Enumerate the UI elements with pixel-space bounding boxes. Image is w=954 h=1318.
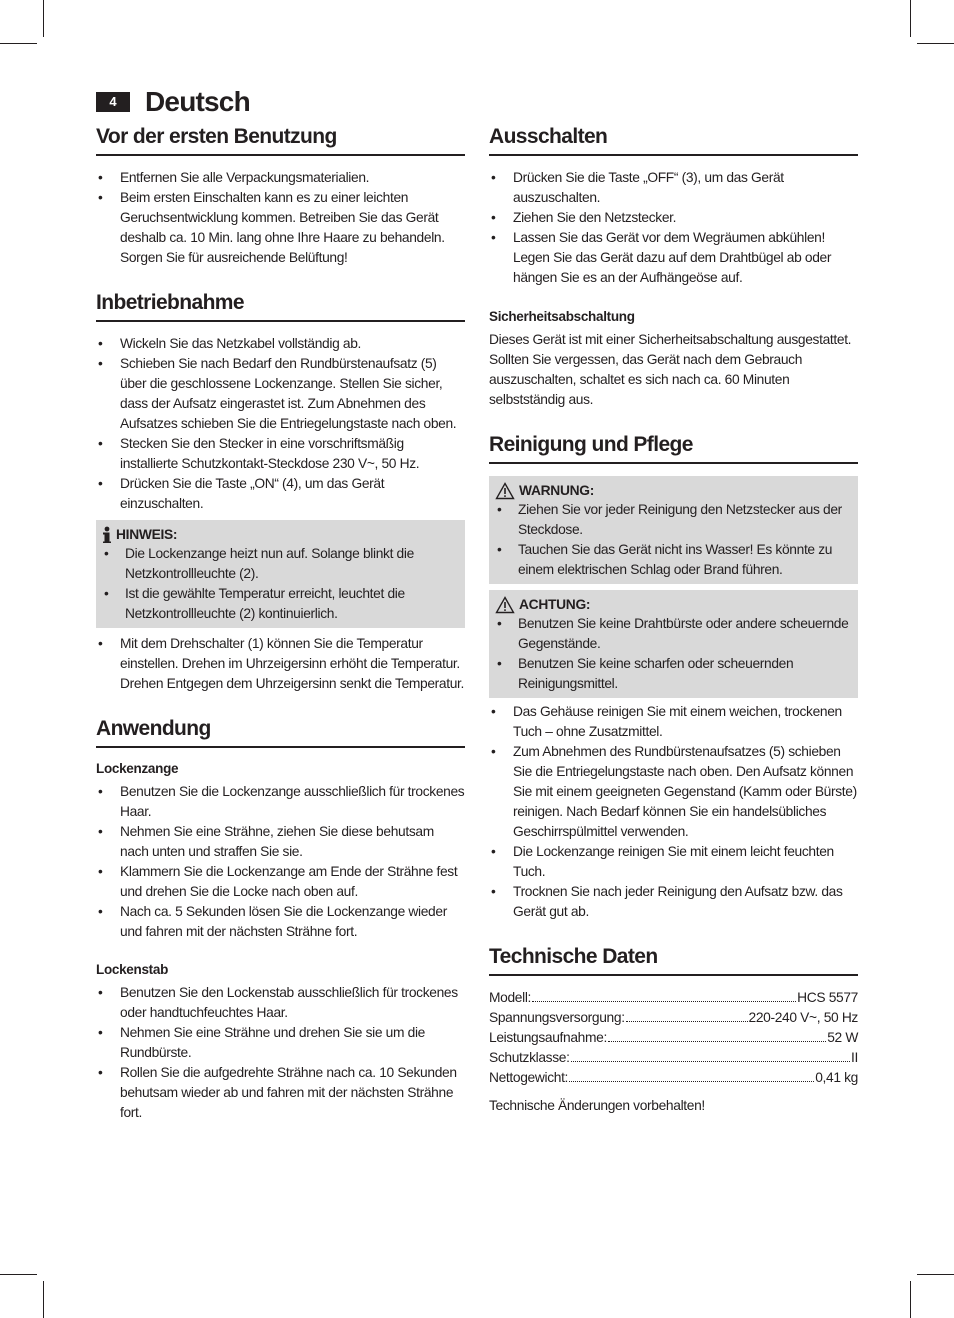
crop-mark	[910, 1281, 911, 1318]
warnung-title-row	[495, 482, 852, 500]
list-item: • Nehmen Sie eine Strähne und drehen Sie sie um die Rundbürste.	[96, 1023, 465, 1063]
spec-label: Spannungsversorgung:	[489, 1010, 625, 1025]
achtung-title: ACHTUNG:	[519, 597, 591, 612]
section-heading: Anwendung	[96, 716, 465, 748]
list-item: • Nach ca. 5 Sekunden lösen Sie die Lockenzange wieder und fahren mit der nächsten Strähne fort.	[96, 902, 465, 942]
spec-row	[489, 1008, 858, 1028]
list-item: • Rollen Sie die aufgedrehte Strähne nach ca. 10 Sekunden behutsam wieder ab und fahren mit der nächsten Strähne fort.	[96, 1063, 465, 1123]
crop-mark	[910, 0, 911, 37]
spec-label: Schutzklasse:	[489, 1050, 570, 1065]
bullet-list	[96, 634, 465, 694]
warnung-title: WARNUNG:	[519, 483, 595, 498]
spec-list	[489, 988, 858, 1088]
spec-value: 52 W	[827, 1030, 858, 1045]
spec-row	[489, 988, 858, 1008]
crop-mark	[43, 1281, 44, 1318]
list-item: • Zum Abnehmen des Rundbürstenaufsatzes (5) schieben Sie die Entriegelungstaste nach oben. Den Aufsatz können Sie mit einem geeigneten Gegenstand (Kamm oder Bürste) reinigen. Nach Bedarf können Sie ein handelsübliches Geschirrspülmittel verwenden.	[489, 742, 858, 842]
list-item: • Ist die gewählte Temperatur erreicht, leuchtet die Netzkontrollleuchte (2) kontinuierlich.	[102, 584, 459, 624]
bullet-list	[96, 983, 465, 1123]
left-column	[96, 124, 465, 1123]
warning-icon	[495, 482, 515, 500]
list-item: • Beim ersten Einschalten kann es zu einer leichten Geruchsentwicklung kommen. Betreiben Sie das Gerät deshalb ca. 10 Min. lang ohne Ihre Haare zu behandeln. Sorgen Sie für ausreichende Belüftung!	[96, 188, 465, 268]
list-item: • Ziehen Sie vor jeder Reinigung den Netzstecker aus der Steckdose.	[495, 500, 852, 540]
spec-label: Leistungsaufnahme:	[489, 1030, 607, 1045]
list-item: • Lassen Sie das Gerät vor dem Wegräumen abkühlen! Legen Sie das Gerät dazu auf dem Drahtbügel ab oder hängen Sie es an der Aufhängeöse auf.	[489, 228, 858, 288]
spec-row	[489, 1068, 858, 1088]
bullet-list	[96, 168, 465, 268]
spec-label: Nettogewicht:	[489, 1070, 569, 1085]
section-heading: Vor der ersten Benutzung	[96, 124, 465, 156]
hinweis-title-row	[102, 526, 459, 544]
hinweis-box	[96, 520, 465, 628]
section-reinigung-und-pflege	[489, 432, 858, 922]
subsection-heading: Lockenstab	[96, 962, 169, 977]
bullet-list	[96, 334, 465, 514]
achtung-box	[489, 590, 858, 698]
section-vor-der-ersten-benutzung	[96, 124, 465, 268]
crop-mark	[917, 1274, 954, 1275]
technical-note: Technische Änderungen vorbehalten!	[489, 1098, 705, 1113]
bullet-list	[96, 782, 465, 942]
section-inbetriebnahme	[96, 290, 465, 694]
section-ausschalten	[489, 124, 858, 410]
section-anwendung	[96, 716, 465, 1123]
list-item: • Wickeln Sie das Netzkabel vollständig ab.	[96, 334, 465, 354]
bullet-list	[495, 500, 852, 580]
list-item: • Benutzen Sie keine scharfen oder scheuernden Reinigungsmittel.	[495, 654, 852, 694]
dot-leader	[608, 1041, 826, 1042]
crop-mark	[917, 43, 954, 44]
list-item: • Tauchen Sie das Gerät nicht ins Wasser! Es könnte zu einem elektrischen Schlag oder Brand führen.	[495, 540, 852, 580]
list-item: • Benutzen Sie den Lockenstab ausschließlich für trockenes oder handtuchfeuchtes Haar.	[96, 983, 465, 1023]
paragraph: Dieses Gerät ist mit einer Sicherheitsabschaltung ausgestattet. Sollten Sie vergessen, das Gerät nach dem Gebrauch auszuschalten, schaltet es sich nach ca. 60 Minuten selbstständig aus.	[489, 332, 852, 407]
section-technische-daten	[489, 944, 858, 1116]
crop-mark	[43, 0, 44, 37]
right-column	[489, 124, 858, 1116]
section-heading: Reinigung und Pflege	[489, 432, 858, 464]
list-item: • Das Gehäuse reinigen Sie mit einem weichen, trockenen Tuch – ohne Zusatzmittel.	[489, 702, 858, 742]
list-item: • Ziehen Sie den Netzstecker.	[489, 208, 858, 228]
bullet-list	[102, 544, 459, 624]
list-item: • Nehmen Sie eine Strähne, ziehen Sie diese behutsam nach unten und straffen Sie sie.	[96, 822, 465, 862]
dot-leader	[571, 1061, 850, 1062]
subsection-heading: Sicherheitsabschaltung	[489, 309, 635, 324]
list-item: • Schieben Sie nach Bedarf den Rundbürstenaufsatz (5) über die geschlossene Lockenzange. Stellen Sie sicher, dass der Aufsatz eingerastet ist. Zum Abnehmen des Aufsatzes schieben Sie die Entriegelungstaste nach oben.	[96, 354, 465, 434]
page-number: 4	[96, 92, 130, 112]
spec-value: II	[851, 1050, 858, 1065]
list-item: • Stecken Sie den Stecker in eine vorschriftsmäßig installierte Schutzkontakt-Steckdose 230 V~, 50 Hz.	[96, 434, 465, 474]
spec-row	[489, 1028, 858, 1048]
list-item: • Mit dem Drehschalter (1) können Sie die Temperatur einstellen. Drehen im Uhrzeigersinn erhöht die Temperatur. Drehen Entgegen dem Uhrzeigersinn senkt die Temperatur.	[96, 634, 465, 694]
dot-leader	[569, 1081, 814, 1082]
section-heading: Inbetriebnahme	[96, 290, 465, 322]
section-heading: Technische Daten	[489, 944, 858, 976]
achtung-title-row	[495, 596, 852, 614]
spec-label: Modell:	[489, 990, 532, 1005]
bullet-list	[489, 168, 858, 288]
list-item: • Trocknen Sie nach jeder Reinigung den Aufsatz bzw. das Gerät gut ab.	[489, 882, 858, 922]
list-item: • Klammern Sie die Lockenzange am Ende der Strähne fest und drehen Sie die Locke nach oben auf.	[96, 862, 465, 902]
crop-mark	[0, 1274, 37, 1275]
spec-value: 0,41 kg	[815, 1070, 858, 1085]
list-item: • Entfernen Sie alle Verpackungsmaterialien.	[96, 168, 465, 188]
warning-icon	[495, 596, 515, 614]
list-item: • Benutzen Sie keine Drahtbürste oder andere scheuernde Gegenstände.	[495, 614, 852, 654]
page-title: Deutsch	[145, 86, 250, 117]
bullet-list	[489, 702, 858, 922]
warnung-box	[489, 476, 858, 584]
list-item: • Benutzen Sie die Lockenzange ausschließlich für trockenes Haar.	[96, 782, 465, 822]
crop-mark	[0, 43, 37, 44]
spec-value: HCS 5577	[797, 990, 858, 1005]
list-item: • Drücken Sie die Taste „OFF“ (3), um das Gerät auszuschalten.	[489, 168, 858, 208]
spec-value: 220-240 V~, 50 Hz	[748, 1010, 858, 1025]
section-heading: Ausschalten	[489, 124, 858, 156]
subsection-heading: Lockenzange	[96, 761, 179, 776]
dot-leader	[532, 1001, 796, 1002]
hinweis-title: HINWEIS:	[116, 527, 178, 542]
spec-row	[489, 1048, 858, 1068]
bullet-list	[495, 614, 852, 694]
dot-leader	[626, 1021, 748, 1022]
list-item: • Die Lockenzange reinigen Sie mit einem leicht feuchten Tuch.	[489, 842, 858, 882]
info-icon	[102, 526, 112, 544]
list-item: • Die Lockenzange heizt nun auf. Solange blinkt die Netzkontrollleuchte (2).	[102, 544, 459, 584]
list-item: • Drücken Sie die Taste „ON“ (4), um das Gerät einzuschalten.	[96, 474, 465, 514]
